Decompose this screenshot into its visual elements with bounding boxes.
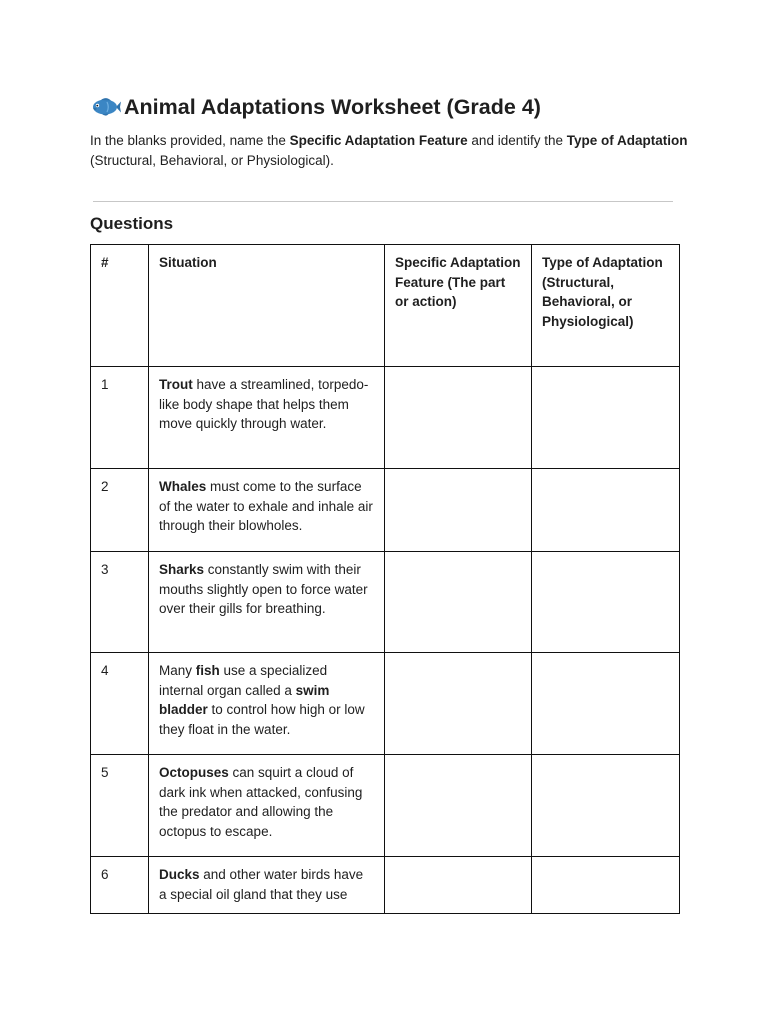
type-answer-blank[interactable]: [532, 755, 680, 857]
table-header-row: [91, 245, 680, 367]
title-text: Animal Adaptations Worksheet (Grade 4): [124, 95, 541, 119]
situation-cell: [149, 653, 385, 755]
question-number: 2: [91, 469, 149, 552]
situation-text: can squirt a cloud of dark ink when attacked, confusing the predator and allowing the octopus to escape.: [159, 765, 363, 839]
page-title: [90, 92, 541, 122]
feature-answer-blank[interactable]: [385, 653, 532, 755]
situation-bold-text: Whales: [159, 479, 207, 494]
situation-cell: [149, 552, 385, 653]
table-row: [91, 755, 680, 857]
situation-text: to control how high or low they float in the water.: [159, 702, 365, 737]
type-answer-blank[interactable]: [532, 469, 680, 552]
column-header-type: Type of Adaptation (Structural, Behavioral, or Physiological): [532, 245, 680, 367]
table-row: [91, 857, 680, 914]
question-number: 4: [91, 653, 149, 755]
feature-answer-blank[interactable]: [385, 367, 532, 469]
situation-bold-text: fish: [195, 663, 220, 678]
situation-text: constantly swim with their mouths slightly open to force water over their gills for breathing.: [159, 562, 368, 616]
situation-text: Many: [159, 663, 196, 678]
situation-cell: [149, 469, 385, 552]
table-row: [91, 552, 680, 653]
feature-answer-blank[interactable]: [385, 552, 532, 653]
feature-answer-blank[interactable]: [385, 469, 532, 552]
situation-bold-text: swim bladder: [159, 682, 330, 717]
table-row: [91, 367, 680, 469]
instructions-bold: Specific Adaptation Feature: [289, 133, 468, 148]
question-number: 5: [91, 755, 149, 857]
situation-text: use a specialized internal organ called a: [159, 663, 328, 698]
feature-answer-blank[interactable]: [385, 857, 532, 914]
question-number: 3: [91, 552, 149, 653]
situation-bold-text: Ducks: [159, 867, 200, 882]
situation-cell: [149, 857, 385, 914]
column-header-feature: Specific Adaptation Feature (The part or action): [385, 245, 532, 367]
situation-bold-text: Octopuses: [159, 765, 229, 780]
section-heading: Questions: [90, 214, 174, 233]
instructions: [90, 131, 690, 171]
horizontal-divider: [93, 201, 673, 202]
situation-cell: [149, 367, 385, 469]
question-number: 1: [91, 367, 149, 469]
type-answer-blank[interactable]: [532, 653, 680, 755]
instructions-text: (Structural, Behavioral, or Physiological).: [90, 153, 334, 168]
situation-bold-text: Sharks: [159, 562, 205, 577]
instructions-bold: Type of Adaptation: [566, 133, 688, 148]
type-answer-blank[interactable]: [532, 857, 680, 914]
situation-text: must come to the surface of the water to exhale and inhale air through their blowholes.: [159, 479, 373, 533]
type-answer-blank[interactable]: [532, 552, 680, 653]
situation-bold-text: Trout: [159, 377, 193, 392]
feature-answer-blank[interactable]: [385, 755, 532, 857]
table-row: [91, 469, 680, 552]
situation-text: have a streamlined, torpedo-like body shape that helps them move quickly through water.: [159, 377, 369, 431]
type-answer-blank[interactable]: [532, 367, 680, 469]
question-number: 6: [91, 857, 149, 914]
column-header-situation: Situation: [149, 245, 385, 367]
situation-cell: [149, 755, 385, 857]
instructions-text: In the blanks provided, name the: [90, 133, 290, 148]
table-row: [91, 653, 680, 755]
questions-table: [90, 244, 680, 914]
instructions-text: and identify the: [467, 133, 567, 148]
situation-text: and other water birds have a special oil gland that they use: [159, 867, 364, 902]
fish-icon: [90, 95, 122, 119]
column-header-number: #: [91, 245, 149, 367]
